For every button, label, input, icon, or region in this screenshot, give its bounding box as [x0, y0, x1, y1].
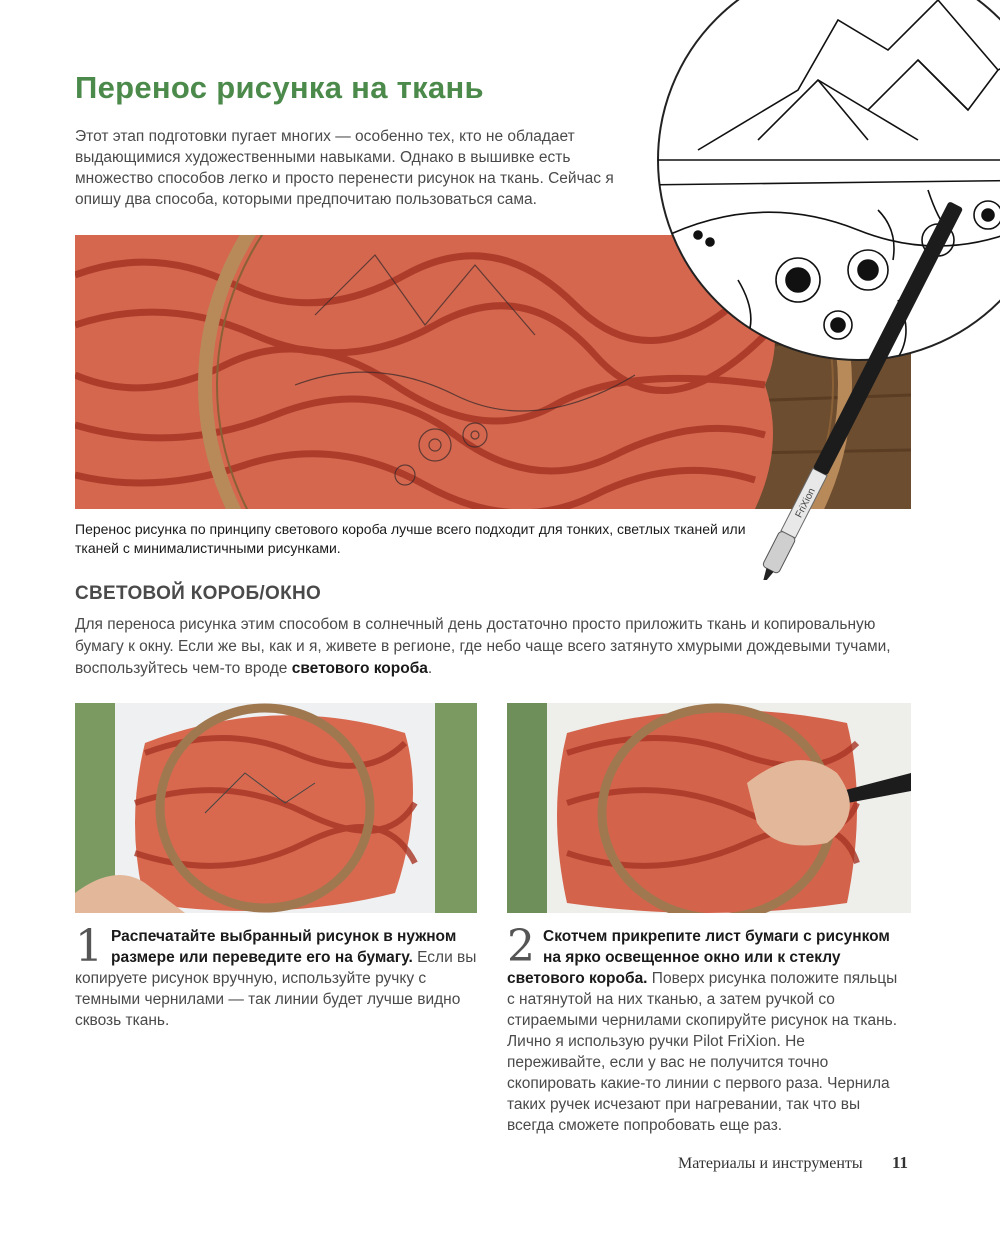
step-2-photo: [507, 703, 911, 913]
step-1-number: 1: [75, 921, 103, 972]
intro-paragraph: Этот этап подготовки пугает многих — особенно тех, кто не обладает выдающимися художественными навыками. Однако в вышивке есть множество способов легко и просто перенести рисунок на ткань. Сейчас я опишу два способа, которыми предпочитаю пользоваться сама.: [75, 128, 614, 208]
light-box-emphasis: светового короба: [291, 660, 428, 677]
section-paragraph: Для переноса рисунка этим способом в солнечный день достаточно просто приложить ткань и копировальную бумагу к окну. Если же вы, как и я, живете в регионе, где небо чаще всего затянуто хмурыми дождевыми тучами, воспользуйтесь чем-то вроде светового короба.: [75, 616, 891, 677]
section-heading: СВЕТОВОЙ КОРОБ/ОКНО: [75, 583, 322, 604]
step-2-text: Поверх рисунка положите пяльцы с натянутой на них тканью, а затем ручкой со стираемыми чернилами скопируйте рисунок на ткань. Лично я использую ручки Pilot FriXion. Не переживайте, если у вас не получится точно скопировать какие-то линии с первого раза. Чернила таких ручек исчезают при нагревании, так что вы всегда сможете попробовать еще раз.: [507, 970, 898, 1134]
photo-caption: Перенос рисунка по принципу светового короба лучше всего подходит для тонких, светлых тканей или тканей с минималистичными рисунками.: [75, 521, 746, 556]
step-1-photo: [75, 703, 477, 913]
step-2: [507, 921, 907, 1136]
step-1: [75, 921, 477, 1031]
step-2-number: 2: [507, 921, 535, 972]
pen-brand-label: FriXion: [793, 486, 818, 520]
pen-illustration: [740, 200, 1000, 580]
page-number: 11: [892, 1153, 909, 1172]
page-title: Перенос рисунка на ткань: [75, 70, 484, 105]
step-1-bold: Распечатайте выбранный рисунок в нужном размере или переведите его на бумагу.: [111, 928, 457, 966]
footer-section: Материалы и инструменты: [678, 1155, 863, 1172]
step-1-text: Если вы копируете рисунок вручную, используйте ручку с темными чернилами — так линии будет лучше видно сквозь ткань.: [75, 949, 477, 1029]
step-2-bold: Скотчем прикрепите лист бумаги с рисунком на ярко освещенное окно или к стеклу светового короба.: [507, 928, 890, 987]
